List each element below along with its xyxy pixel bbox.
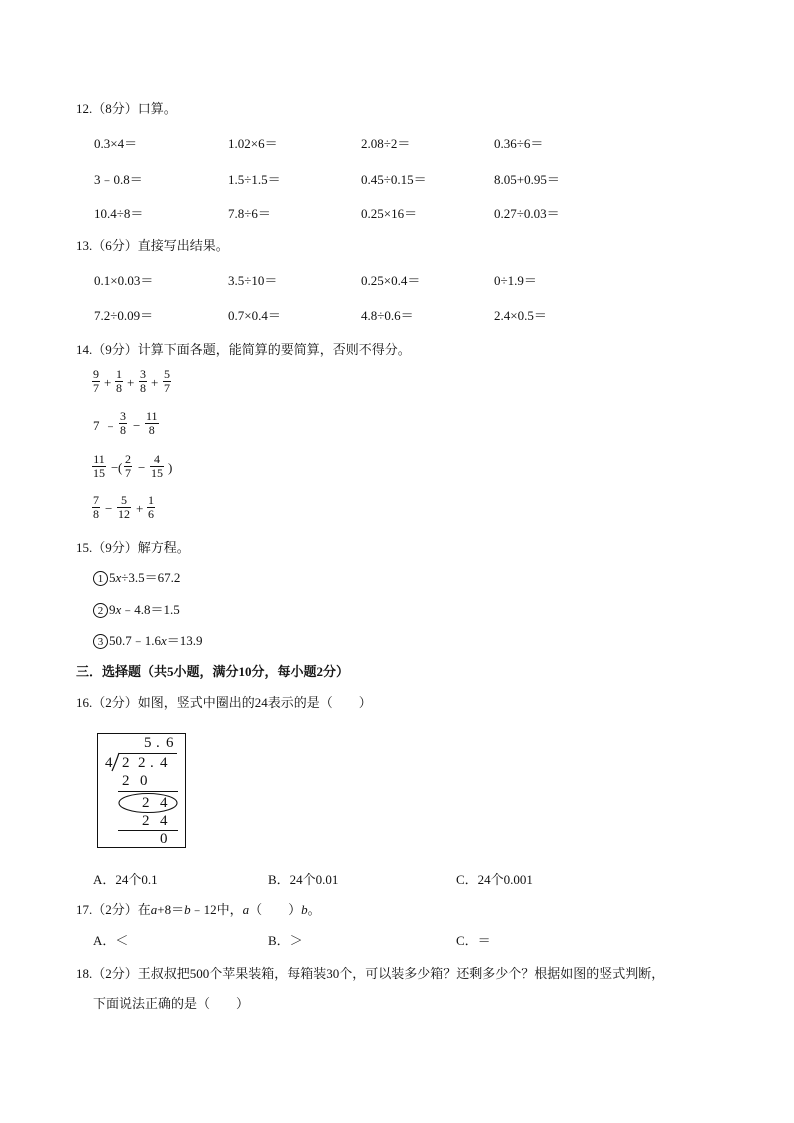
step-digit: 2 xyxy=(122,773,130,789)
operator: ﹣ xyxy=(104,418,118,433)
fraction: $\frac{9}{7}$ xyxy=(93,367,99,395)
circled-number: 3 xyxy=(93,634,108,649)
step-digit: 4 xyxy=(160,813,168,829)
fraction: $\frac{1}{6}$ xyxy=(148,493,154,521)
q18-line-1: 18.（2分）王叔叔把500个苹果装箱，每箱装30个，可以装多少箱？还剩多少个？根据如图的竖式判断， xyxy=(76,966,665,981)
q12-item: 0.45÷0.15＝ xyxy=(361,172,427,187)
q13-item: 7.2÷0.09＝ xyxy=(94,308,154,323)
dividend-digit: 2 xyxy=(138,755,146,771)
operator: − xyxy=(133,418,141,433)
q13-item: 2.4×0.5＝ xyxy=(494,308,547,323)
q12-item: 0.36÷6＝ xyxy=(494,136,544,151)
q13-item: 0.25×0.4＝ xyxy=(361,273,421,288)
section-heading: 三．选择题（共5小题，满分10分，每小题2分） xyxy=(76,664,350,679)
option-a[interactable]: A．＜ xyxy=(93,933,129,948)
q13-item: 3.5÷10＝ xyxy=(228,273,278,288)
q12-item: 8.05+0.95＝ xyxy=(494,172,560,187)
equation-3: 3 50.7﹣1.6x＝13.9 xyxy=(93,633,203,649)
q12-item: 1.5÷1.5＝ xyxy=(228,172,281,187)
q12-item: 0.3×4＝ xyxy=(94,136,138,151)
q13-item: 0.7×0.4＝ xyxy=(228,308,281,323)
dividend-digit: 4 xyxy=(160,755,168,771)
q12-item: 2.08÷2＝ xyxy=(361,136,411,151)
q12-item: 1.02×6＝ xyxy=(228,136,278,151)
quotient-digit: 6 xyxy=(166,735,174,751)
option-c[interactable]: C．24个0.001 xyxy=(456,872,533,887)
q13-item: 0.1×0.03＝ xyxy=(94,273,154,288)
q12-item: 3﹣0.8＝ xyxy=(94,172,143,187)
remainder: 0 xyxy=(160,831,168,847)
step-digit: 4 xyxy=(160,795,168,811)
equation-2: 2 9x﹣4.8＝1.5 xyxy=(93,602,180,618)
q12-item: 7.8÷6＝ xyxy=(228,206,271,221)
fraction: $\frac{4}{15}$ xyxy=(151,452,163,480)
equation-1: 1 5x÷3.5＝67.2 xyxy=(93,570,180,586)
circled-number: 1 xyxy=(93,571,108,586)
divisor: 4 xyxy=(105,755,113,771)
operator: + xyxy=(104,375,112,390)
fraction: $\frac{3}{8}$ xyxy=(120,409,126,437)
q13-item: 0÷1.9＝ xyxy=(494,273,537,288)
quotient-point: . xyxy=(156,735,160,751)
subtraction-line xyxy=(118,830,178,831)
q12-item: 10.4÷8＝ xyxy=(94,206,144,221)
fraction: $\frac{5}{7}$ xyxy=(164,367,170,395)
division-bar xyxy=(119,753,177,754)
q18-line-2: 下面说法正确的是（ ） xyxy=(93,996,250,1011)
fraction: $\frac{11}{15}$ xyxy=(93,452,105,480)
option-b[interactable]: B．＞ xyxy=(268,933,303,948)
quotient-digit: 5 xyxy=(144,735,152,751)
q16-title: 16.（2分）如图，竖式中圈出的24表示的是（ ） xyxy=(76,695,372,710)
fraction: $\frac{1}{8}$ xyxy=(116,367,122,395)
step-digit: 2 xyxy=(142,813,150,829)
operator: − xyxy=(105,501,113,516)
q12-item: 0.25×16＝ xyxy=(361,206,418,221)
operator: − xyxy=(111,460,119,475)
step-digit: 0 xyxy=(140,773,148,789)
q14-title: 14.（9分）计算下面各题，能简算的要简算，否则不得分。 xyxy=(76,342,411,357)
fraction: $\frac{2}{7}$ xyxy=(125,452,131,480)
q15-title: 15.（9分）解方程。 xyxy=(76,540,190,555)
option-a[interactable]: A．24个0.1 xyxy=(93,872,158,887)
q13-title: 13.（6分）直接写出结果。 xyxy=(76,238,229,253)
operator: + xyxy=(151,375,159,390)
q13-item: 4.8÷0.6＝ xyxy=(361,308,414,323)
fraction: $\frac{7}{8}$ xyxy=(93,493,99,521)
whole-number: 7 xyxy=(93,418,100,433)
fraction: $\frac{11}{8}$ xyxy=(146,409,158,437)
dividend-point: . xyxy=(150,755,154,771)
option-c[interactable]: C．＝ xyxy=(456,933,491,948)
operator: + xyxy=(136,501,144,516)
q12-title: 12.（8分）口算。 xyxy=(76,101,177,116)
operator: − xyxy=(138,460,146,475)
left-paren: ( xyxy=(118,460,123,475)
right-paren: ) xyxy=(168,460,173,475)
long-division-figure xyxy=(97,733,186,848)
q12-item: 0.27÷0.03＝ xyxy=(494,206,560,221)
option-b[interactable]: B．24个0.01 xyxy=(268,872,339,887)
operator: + xyxy=(127,375,135,390)
fraction: $\frac{3}{8}$ xyxy=(140,367,146,395)
circled-number: 2 xyxy=(93,603,108,618)
dividend-digit: 2 xyxy=(122,755,130,771)
q17-title: 17.（2分）在a+8＝b﹣12中，a（ ）b。 xyxy=(76,902,321,917)
step-digit: 2 xyxy=(142,795,150,811)
fraction: $\frac{5}{12}$ xyxy=(118,493,130,521)
